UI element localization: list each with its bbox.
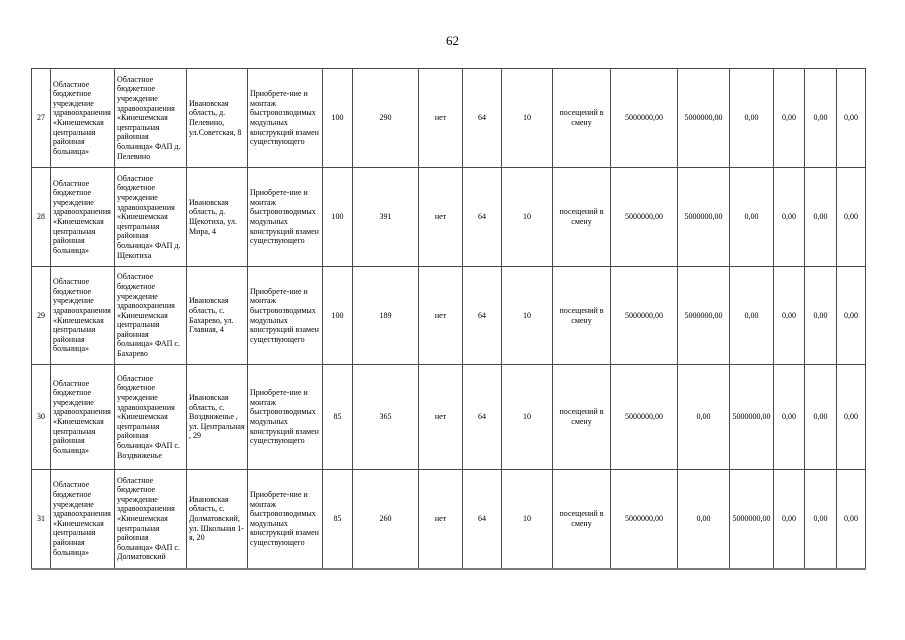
amount-year5-cell: 0,00	[837, 470, 866, 569]
organization-cell: Областное бюджетное учреждение здравоохранения «Кинешемская центральная районная больница»	[51, 69, 115, 168]
readiness-cell: 100	[323, 267, 353, 365]
amount-year4-cell: 0,00	[805, 168, 837, 267]
population-cell: 365	[353, 365, 419, 470]
amount-year2-cell: 0,00	[730, 69, 774, 168]
table-row	[32, 69, 866, 168]
area-cell: 64	[463, 470, 502, 569]
capacity-cell: 10	[502, 470, 553, 569]
page-number: 62	[446, 33, 459, 48]
work-description-cell: Приобрете-ние и монтаж быстровозводимых модульных конструкций взамен существующего	[248, 267, 323, 365]
license-cell: нет	[419, 69, 463, 168]
amount-year2-cell: 5000000,00	[730, 470, 774, 569]
population-cell: 391	[353, 168, 419, 267]
license-cell: нет	[419, 365, 463, 470]
amount-total-cell: 5000000,00	[611, 69, 678, 168]
readiness-cell: 100	[323, 69, 353, 168]
work-description-cell: Приобрете-ние и монтаж быстровозводимых модульных конструкций взамен существующего	[248, 168, 323, 267]
population-cell: 189	[353, 267, 419, 365]
address-cell: Ивановская область, д. Пелевино, ул.Советская, 8	[187, 69, 248, 168]
amount-year3-cell: 0,00	[774, 168, 805, 267]
amount-year5-cell: 0,00	[837, 168, 866, 267]
amount-year3-cell: 0,00	[774, 365, 805, 470]
facility-cell: Областное бюджетное учреждение здравоохранения «Кинешемская центральная районная больница» ФАП д. Пелевино	[115, 69, 187, 168]
capacity-cell: 10	[502, 69, 553, 168]
facility-cell: Областное бюджетное учреждение здравоохранения «Кинешемская центральная районная больница» ФАП с. Воздвиженье	[115, 365, 187, 470]
work-description-cell: Приобрете-ние и монтаж быстровозводимых модульных конструкций взамен существующего	[248, 470, 323, 569]
amount-year1-cell: 0,00	[678, 470, 730, 569]
amount-year5-cell: 0,00	[837, 365, 866, 470]
work-description-cell: Приобрете-ние и монтаж быстровозводимых модульных конструкций взамен существующего	[248, 69, 323, 168]
amount-year1-cell: 5000000,00	[678, 168, 730, 267]
row-number-cell: 30	[32, 365, 51, 470]
work-description-cell: Приобрете-ние и монтаж быстровозводимых модульных конструкций взамен существующего	[248, 365, 323, 470]
area-cell: 64	[463, 69, 502, 168]
address-cell: Ивановская область, д. Щекотиха, ул. Мира, 4	[187, 168, 248, 267]
amount-total-cell: 5000000,00	[611, 267, 678, 365]
readiness-cell: 100	[323, 168, 353, 267]
amount-year5-cell: 0,00	[837, 69, 866, 168]
amount-year5-cell: 0,00	[837, 267, 866, 365]
amount-year1-cell: 5000000,00	[678, 267, 730, 365]
readiness-cell: 85	[323, 365, 353, 470]
organization-cell: Областное бюджетное учреждение здравоохранения «Кинешемская центральная районная больница»	[51, 267, 115, 365]
amount-year3-cell: 0,00	[774, 69, 805, 168]
population-cell: 290	[353, 69, 419, 168]
table-row	[32, 365, 866, 470]
amount-year3-cell: 0,00	[774, 267, 805, 365]
amount-year2-cell: 5000000,00	[730, 365, 774, 470]
amount-year4-cell: 0,00	[805, 470, 837, 569]
amount-year2-cell: 0,00	[730, 168, 774, 267]
amount-year1-cell: 0,00	[678, 365, 730, 470]
unit-cell: посещений в смену	[553, 168, 611, 267]
row-number-cell: 27	[32, 69, 51, 168]
address-cell: Ивановская область, с. Долматовский, ул. Школьная 1-я, 20	[187, 470, 248, 569]
license-cell: нет	[419, 168, 463, 267]
facility-cell: Областное бюджетное учреждение здравоохранения «Кинешемская центральная районная больница» ФАП с. Бахарево	[115, 267, 187, 365]
readiness-cell: 85	[323, 470, 353, 569]
license-cell: нет	[419, 470, 463, 569]
capacity-cell: 10	[502, 267, 553, 365]
unit-cell: посещений в смену	[553, 470, 611, 569]
unit-cell: посещений в смену	[553, 69, 611, 168]
facility-cell: Областное бюджетное учреждение здравоохранения «Кинешемская центральная районная больница» ФАП д. Щекотиха	[115, 168, 187, 267]
amount-year2-cell: 0,00	[730, 267, 774, 365]
row-number-cell: 29	[32, 267, 51, 365]
amount-total-cell: 5000000,00	[611, 168, 678, 267]
capacity-cell: 10	[502, 365, 553, 470]
capacity-cell: 10	[502, 168, 553, 267]
amount-year4-cell: 0,00	[805, 69, 837, 168]
table-row	[32, 267, 866, 365]
facility-cell: Областное бюджетное учреждение здравоохранения «Кинешемская центральная районная больница» ФАП с. Долматовский	[115, 470, 187, 569]
table-row	[32, 168, 866, 267]
area-cell: 64	[463, 267, 502, 365]
amount-year1-cell: 5000000,00	[678, 69, 730, 168]
row-number-cell: 28	[32, 168, 51, 267]
unit-cell: посещений в смену	[553, 267, 611, 365]
table-row	[32, 470, 866, 569]
amount-total-cell: 5000000,00	[611, 470, 678, 569]
unit-cell: посещений в смену	[553, 365, 611, 470]
address-cell: Ивановская область, с. Бахарево, ул. Главная, 4	[187, 267, 248, 365]
amount-year3-cell: 0,00	[774, 470, 805, 569]
amount-year4-cell: 0,00	[805, 267, 837, 365]
area-cell: 64	[463, 168, 502, 267]
organization-cell: Областное бюджетное учреждение здравоохранения «Кинешемская центральная районная больница»	[51, 470, 115, 569]
amount-year4-cell: 0,00	[805, 365, 837, 470]
organization-cell: Областное бюджетное учреждение здравоохранения «Кинешемская центральная районная больница»	[51, 365, 115, 470]
organization-cell: Областное бюджетное учреждение здравоохранения «Кинешемская центральная районная больница»	[51, 168, 115, 267]
row-number-cell: 31	[32, 470, 51, 569]
amount-total-cell: 5000000,00	[611, 365, 678, 470]
table-body	[32, 69, 866, 569]
facilities-table	[31, 68, 866, 570]
area-cell: 64	[463, 365, 502, 470]
address-cell: Ивановская область, с. Воздвиженье , ул. Центральная , 29	[187, 365, 248, 470]
population-cell: 260	[353, 470, 419, 569]
license-cell: нет	[419, 267, 463, 365]
